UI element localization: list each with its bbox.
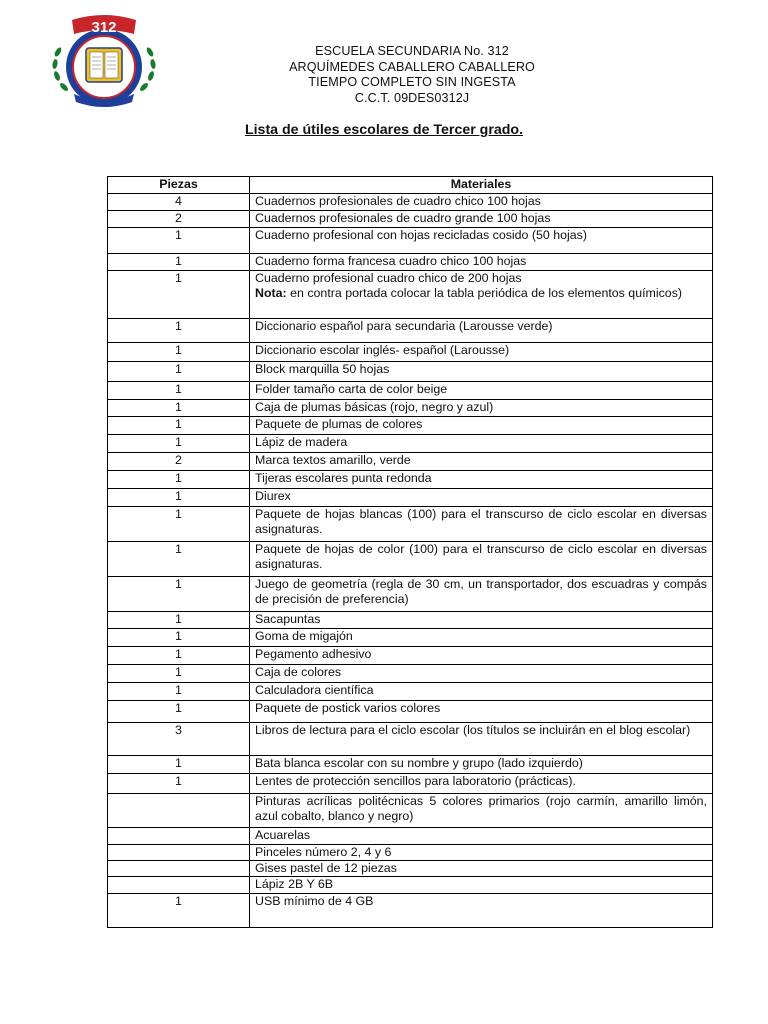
material-cell: USB mínimo de 4 GB [250, 894, 713, 928]
school-cct: C.C.T. 09DES0312J [354, 90, 470, 105]
qty-cell: 1 [108, 542, 250, 577]
material-cell: Gises pastel de 12 piezas [250, 861, 713, 877]
document-title: Lista de útiles escolares de Tercer grado. [244, 122, 524, 138]
table-row [108, 319, 713, 343]
qty-cell: 1 [108, 507, 250, 542]
table-row [108, 271, 713, 319]
qty-cell: 1 [108, 382, 250, 400]
material-cell: Acuarelas [250, 828, 713, 845]
table-row [108, 254, 713, 271]
table-row [108, 362, 713, 382]
table-row [108, 400, 713, 417]
material-cell: Cuadernos profesionales de cuadro chico 100 hojas [250, 194, 713, 211]
table-row [108, 507, 713, 542]
qty-cell: 1 [108, 417, 250, 435]
qty-cell: 2 [108, 211, 250, 228]
material-cell [250, 271, 713, 319]
material-cell: Juego de geometría (regla de 30 cm, un transportador, dos escuadras y compás de precisión de preferencia) [250, 577, 713, 612]
school-schedule: TIEMPO COMPLETO SIN INGESTA [308, 75, 516, 90]
column-header-pieces: Piezas [108, 177, 250, 194]
table-row [108, 343, 713, 362]
table-row [108, 453, 713, 471]
material-cell: Paquete de hojas blancas (100) para el transcurso de ciclo escolar en diversas asignaturas. [250, 507, 713, 542]
material-text: Cuaderno profesional cuadro chico de 200 hojas [255, 271, 522, 285]
qty-cell: 1 [108, 629, 250, 647]
table-row [108, 612, 713, 629]
material-cell: Paquete de hojas de color (100) para el transcurso de ciclo escolar en diversas asignaturas. [250, 542, 713, 577]
qty-cell [108, 828, 250, 845]
school-name: ESCUELA SECUNDARIA No. 312 [315, 44, 509, 58]
table-row [108, 845, 713, 861]
table-row [108, 723, 713, 756]
qty-cell: 1 [108, 362, 250, 382]
material-cell: Libros de lectura para el ciclo escolar (los títulos se incluirán en el blog escolar) [250, 723, 713, 756]
table-row [108, 417, 713, 435]
school-header [212, 44, 612, 106]
table-row [108, 794, 713, 828]
material-cell: Cuaderno profesional con hojas recicladas cosido (50 hojas) [250, 228, 713, 254]
table-row [108, 894, 713, 928]
qty-cell: 1 [108, 683, 250, 701]
qty-cell [108, 877, 250, 894]
material-cell: Lápiz de madera [250, 435, 713, 453]
material-cell: Block marquilla 50 hojas [250, 362, 713, 382]
qty-cell [108, 861, 250, 877]
table-row [108, 629, 713, 647]
qty-cell: 1 [108, 343, 250, 362]
qty-cell: 1 [108, 254, 250, 271]
qty-cell: 1 [108, 471, 250, 489]
qty-cell [108, 794, 250, 828]
qty-cell: 1 [108, 271, 250, 319]
supplies-table [107, 176, 713, 928]
logo-number: 312 [91, 19, 117, 36]
table-row [108, 861, 713, 877]
material-cell: Paquete de postick varios colores [250, 701, 713, 723]
material-cell: Tijeras escolares punta redonda [250, 471, 713, 489]
table-row [108, 211, 713, 228]
table-row [108, 877, 713, 894]
material-cell: Diccionario español para secundaria (Larousse verde) [250, 319, 713, 343]
material-cell: Lápiz 2B Y 6B [250, 877, 713, 894]
material-cell: Folder tamaño carta de color beige [250, 382, 713, 400]
qty-cell: 1 [108, 774, 250, 794]
qty-cell [108, 845, 250, 861]
qty-cell: 1 [108, 319, 250, 343]
qty-cell: 3 [108, 723, 250, 756]
table-row [108, 665, 713, 683]
material-cell: Pegamento adhesivo [250, 647, 713, 665]
table-row [108, 228, 713, 254]
material-cell: Lentes de protección sencillos para laboratorio (prácticas). [250, 774, 713, 794]
material-cell: Diurex [250, 489, 713, 507]
material-cell: Calculadora científica [250, 683, 713, 701]
qty-cell: 1 [108, 665, 250, 683]
qty-cell: 1 [108, 489, 250, 507]
material-cell: Caja de plumas básicas (rojo, negro y azul) [250, 400, 713, 417]
table-row [108, 756, 713, 774]
table-row [108, 828, 713, 845]
column-header-materials: Materiales [250, 177, 713, 194]
qty-cell: 1 [108, 701, 250, 723]
material-cell: Caja de colores [250, 665, 713, 683]
material-cell: Sacapuntas [250, 612, 713, 629]
table-row [108, 701, 713, 723]
table-header-row [108, 177, 713, 194]
school-logo [46, 12, 162, 108]
material-cell: Marca textos amarillo, verde [250, 453, 713, 471]
material-cell: Pinceles número 2, 4 y 6 [250, 845, 713, 861]
qty-cell: 1 [108, 577, 250, 612]
table-row [108, 382, 713, 400]
table-row [108, 647, 713, 665]
table-row [108, 542, 713, 577]
qty-cell: 1 [108, 435, 250, 453]
table-row [108, 683, 713, 701]
qty-cell: 1 [108, 612, 250, 629]
material-cell: Bata blanca escolar con su nombre y grupo (lado izquierdo) [250, 756, 713, 774]
table-row [108, 194, 713, 211]
table-row [108, 435, 713, 453]
qty-cell: 1 [108, 756, 250, 774]
note-label: Nota: [255, 286, 287, 301]
table-row [108, 774, 713, 794]
school-crest-icon [46, 12, 162, 108]
material-cell: Diccionario escolar inglés- español (Larousse) [250, 343, 713, 362]
qty-cell: 4 [108, 194, 250, 211]
material-cell: Goma de migajón [250, 629, 713, 647]
qty-cell: 1 [108, 228, 250, 254]
table-row [108, 577, 713, 612]
note-text: en contra portada colocar la tabla periódica de los elementos químicos) [286, 286, 683, 301]
material-cell: Pinturas acrílicas politécnicas 5 colores primarios (rojo carmín, amarillo limón, azul cobalto, blanco y negro) [250, 794, 713, 828]
qty-cell: 1 [108, 647, 250, 665]
material-note [255, 286, 707, 301]
qty-cell: 2 [108, 453, 250, 471]
qty-cell: 1 [108, 894, 250, 928]
material-cell: Cuaderno forma francesa cuadro chico 100 hojas [250, 254, 713, 271]
qty-cell: 1 [108, 400, 250, 417]
material-cell: Cuadernos profesionales de cuadro grande 100 hojas [250, 211, 713, 228]
table-row [108, 471, 713, 489]
school-namesake: ARQUÍMEDES CABALLERO CABALLERO [289, 59, 535, 74]
table-row [108, 489, 713, 507]
material-cell: Paquete de plumas de colores [250, 417, 713, 435]
